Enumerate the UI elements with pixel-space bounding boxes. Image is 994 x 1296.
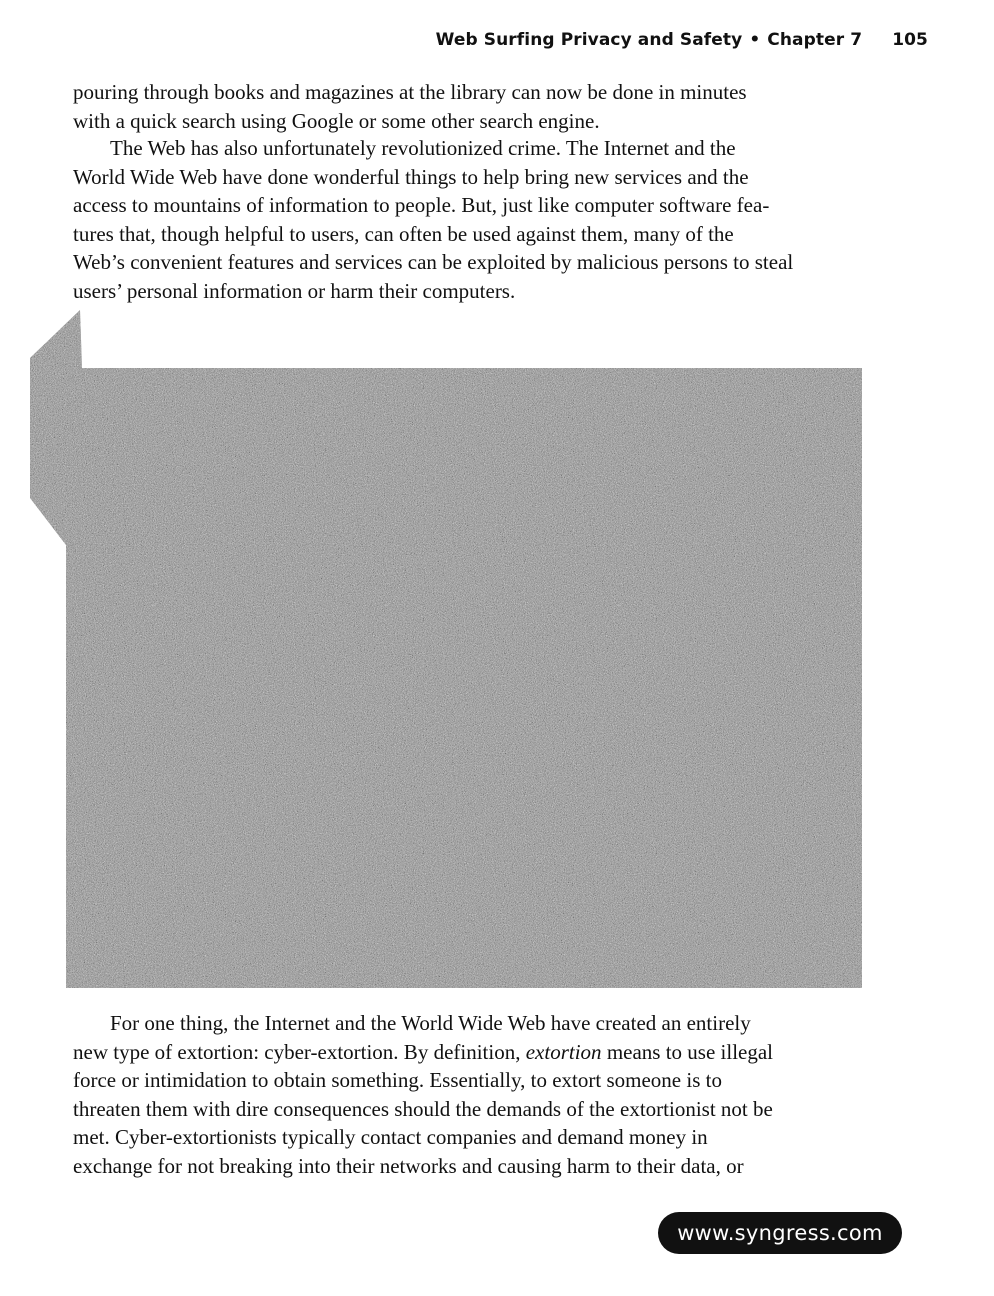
website-badge: www.syngress.com (658, 1212, 902, 1254)
text-line: tures that, though helpful to users, can often be used against them, many of the (73, 221, 734, 246)
chapter-label: Chapter 7 (767, 30, 863, 50)
running-title: Web Surfing Privacy and Safety (435, 30, 743, 50)
text-line: users’ personal information or harm their computers. (73, 278, 516, 303)
noise-figure-graphic (30, 310, 862, 988)
text-line: with a quick search using Google or some other search engine. (73, 108, 600, 133)
text-line: threaten them with dire consequences should the demands of the extortionist not be (73, 1096, 773, 1121)
header-bullet: • (749, 30, 761, 50)
paragraph-web-crime (73, 134, 863, 305)
text-segment: means to use illegal (601, 1039, 774, 1064)
page-number: 105 (892, 30, 928, 50)
paragraph-cyber-extortion (73, 1009, 863, 1180)
text-line: Web’s convenient features and services can be exploited by malicious persons to steal (73, 250, 794, 274)
text-line: For one thing, the Internet and the World Wide Web have created an entirely (110, 1011, 751, 1035)
text-line (73, 1038, 863, 1067)
running-header (436, 30, 928, 50)
text-line: access to mountains of information to people. But, just like computer software fea- (73, 193, 770, 217)
text-line: met. Cyber-extortionists typically contact companies and demand money in (73, 1125, 708, 1149)
text-line: exchange for not breaking into their networks and causing harm to their data, or (73, 1153, 744, 1178)
text-line: The Web has also unfortunately revolutionized crime. The Internet and the (110, 136, 736, 160)
text-segment: new type of extortion: cyber-extortion. By definition, (73, 1039, 526, 1064)
paragraph-continued (73, 78, 863, 135)
text-line: pouring through books and magazines at the library can now be done in minutes (73, 80, 747, 104)
italic-term: extortion (525, 1039, 602, 1064)
figure-grain (30, 310, 862, 988)
text-line: force or intimidation to obtain something. Essentially, to extort someone is to (73, 1068, 722, 1092)
text-line: World Wide Web have done wonderful things to help bring new services and the (73, 164, 749, 189)
noise-figure (30, 310, 862, 988)
